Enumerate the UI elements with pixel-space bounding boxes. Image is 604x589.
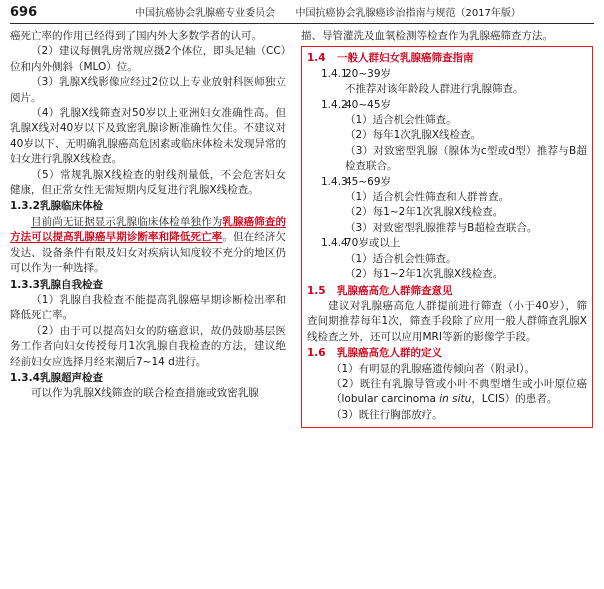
subsection-title: 70岁或以上 [345,237,401,250]
list-item: （2）每1~2年1次乳腺X线检查。 [345,206,504,219]
section-title: 乳腺超声检查 [40,371,103,384]
subsection-heading-1-4-4 [307,236,587,251]
section-heading-1-6 [307,346,587,361]
section-number: 1.6 [307,347,326,360]
subsection-title: 20~39岁 [345,67,392,80]
paragraph: （2）由于可以提高妇女的防癌意识，故仍鼓励基层医务工作者向妇女传授每月1次乳腺自我检查的方法，建议绝经前妇女应选择月经来潮后7~14 d进行。 [10,324,286,368]
paragraph: 描、导管灌洗及血氧检测等检查作为乳腺癌筛查方法。 [301,30,553,42]
page-number: 696 [10,5,38,20]
list-item: （3）对致密型乳腺推荐与B超检查联合。 [345,221,538,234]
body-columns [10,29,594,581]
paragraph-part-plain: 目前尚无证据显示乳腺临床体检单独作为 [31,215,223,228]
section-heading-1-3-4 [10,371,286,386]
list-item: （1）适合机会性筛查。 [345,114,457,127]
subsection-number: 1.4.3 [321,175,348,188]
paragraph: （1）乳腺自我检查不能提高乳腺癌早期诊断检出率和降低死亡率。 [10,293,286,322]
subsection-title: 45~69岁 [345,175,392,188]
section-number: 1.3.4 [10,371,40,384]
list-item: （3）既往行胸部放疗。 [331,408,443,421]
header-title [62,7,594,20]
paragraph: 可以作为乳腺X线筛查的联合检查措施或致密乳腺 [31,387,259,400]
paragraph-highlighted [10,215,286,277]
section-heading-1-5 [307,284,587,299]
section-number: 1.4 [307,52,326,65]
subsection-number: 1.4.4 [321,237,348,250]
subsection-heading-1-4-3 [307,175,587,190]
paragraph: （2）建议每侧乳房常规应摄2个体位，即头足轴（CC）位和内外侧斜（MLO）位。 [10,45,286,73]
latin-term: in situ [439,393,472,406]
section-heading-1-3-3 [10,278,286,293]
paragraph: （3）乳腺X线影像应经过2位以上专业放射科医师独立阅片。 [10,76,286,104]
list-item: （2）每1~2年1次乳腺X线检查。 [345,268,504,281]
paragraph: 癌死亡率的作用已经得到了国内外大多数学者的认可。 [10,30,262,42]
paragraph-part-red: 乳腺癌筛查的方法可以提高乳腺癌早期诊断率和降低死亡率 [10,215,287,244]
section-title: 乳腺自我检查 [40,278,103,291]
subsection-title: 40~45岁 [345,98,392,111]
section-number: 1.3.3 [10,278,40,291]
section-number: 1.3.2 [10,200,40,213]
list-item: （2）每年1次乳腺X线检查。 [345,129,482,142]
subsection-number: 1.4.2 [321,98,348,111]
list-item: （2）既往有乳腺导管或小叶不典型增生或小叶原位癌（lobular carcinoma in situ，LCIS）的患者。 [331,377,587,406]
section-number: 1.5 [307,284,326,297]
header-title-left: 中国抗癌协会乳腺癌专业委员会 [135,8,276,19]
section-heading-1-4 [307,51,587,66]
section-heading-1-3-2 [10,199,286,214]
paragraph: （5）常规乳腺X线检查的射线剂量低，不会危害妇女健康，但正常女性无需短期内反复进行乳腺X线检查。 [10,168,286,197]
highlight-box [301,46,593,428]
list-item: （3）对致密型乳腺（腺体为c型或d型）推荐与B超检查联合。 [345,144,587,173]
right-column [293,29,593,581]
paragraph: （4）乳腺X线筛查对50岁以上亚洲妇女准确性高。但乳腺X线对40岁以下及致密乳腺诊断准确性欠佳。不建议对40岁以下、无明确乳腺癌高危因素或临床体检未发现异常的妇女进行乳腺X线检查。 [10,107,286,166]
section-title: 乳腺癌高危人群的定义 [337,347,442,360]
list-item: （1）有明显的乳腺癌遗传倾向者（附录Ⅰ）。 [331,362,536,375]
paragraph-part-plain-2: 。但在经济欠发达、设备条件有限及妇女对疾病认知度较不充分的地区仍可以作为一种选择。 [10,231,287,275]
list-item: （1）适合机会性筛查和人群普查。 [345,191,510,204]
subsection-heading-1-4-2 [307,98,587,113]
header-title-right: 中国抗癌协会乳腺癌诊治指南与规范（2017年版） [295,8,521,19]
subsection-number: 1.4.1 [321,67,348,80]
page-header [10,6,594,24]
list-item: （1）适合机会性筛查。 [345,252,457,265]
subsection-heading-1-4-1 [307,67,587,82]
paragraph: 建议对乳腺癌高危人群提前进行筛查（小于40岁），筛查间期推荐每年1次，筛查手段除了应用一般人群筛查乳腺X线检查之外，还可以应用MRI等新的影像学手段。 [307,299,587,343]
section-title: 乳腺癌高危人群筛查意见 [337,284,453,297]
section-title: 一般人群妇女乳腺癌筛查指南 [337,52,474,65]
section-title: 乳腺临床体检 [40,200,103,213]
left-column [10,29,292,581]
list-item: 不推荐对该年龄段人群进行乳腺筛查。 [345,83,524,96]
